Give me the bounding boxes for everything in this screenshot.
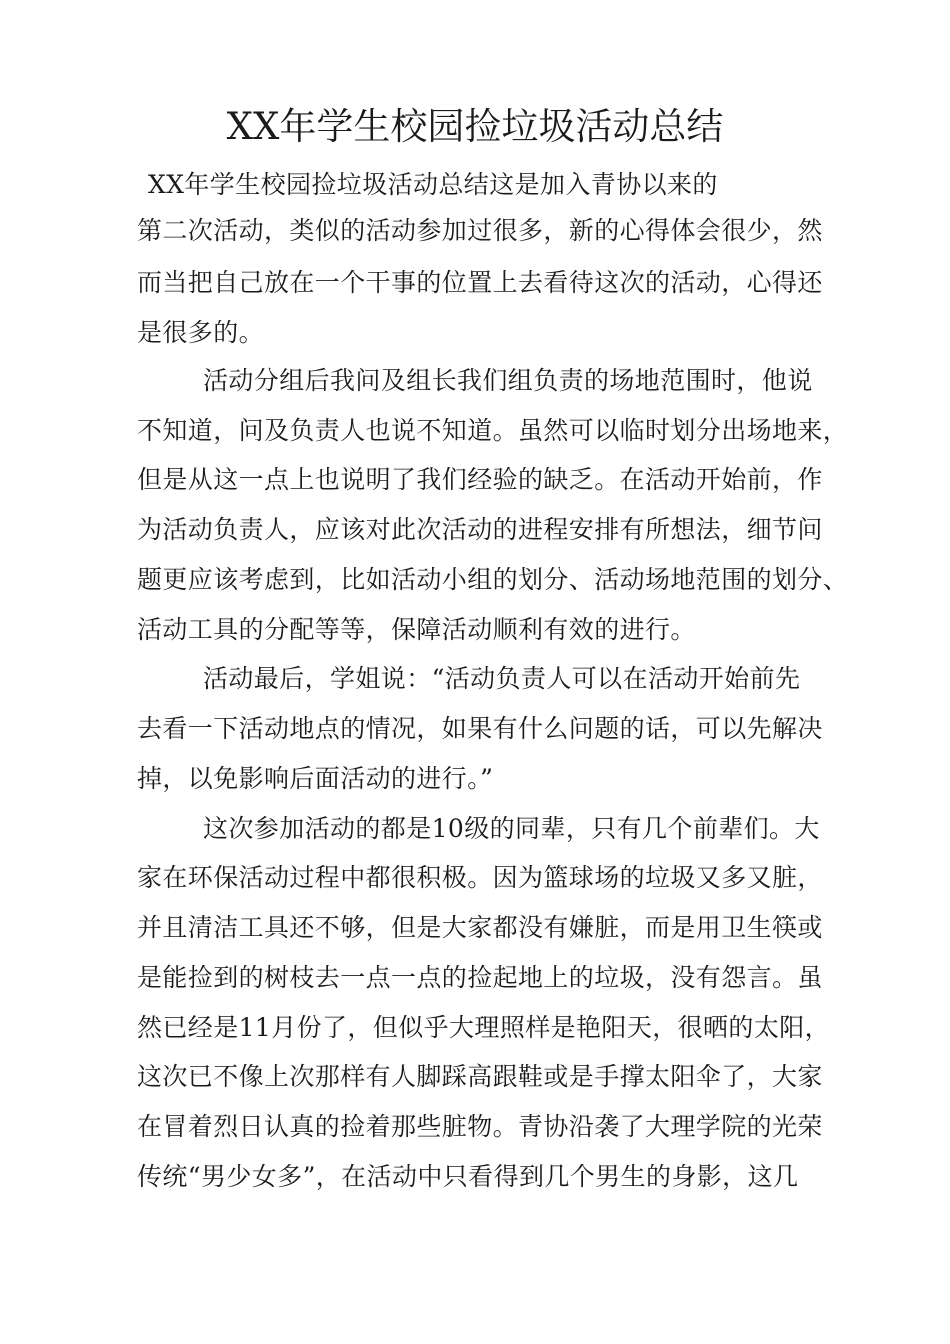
text-line: 是能捡到的树枝去一点一点的捡起地上的垃圾，没有怨言。虽 (137, 963, 823, 992)
text-line: 是很多的。 (137, 318, 265, 347)
text-line: 掉，以免影响后面活动的进行。” (137, 764, 494, 793)
text-line: 活动最后，学姐说：“活动负责人可以在活动开始前先 (203, 664, 801, 693)
text-line: 在冒着烈日认真的捡着那些脏物。青协沿袭了大理学院的光荣 (137, 1112, 823, 1141)
text-line: 不知道，问及负责人也说不知道。虽然可以临时划分出场地来， (137, 416, 849, 445)
text-line: 题更应该考虑到，比如活动小组的划分、活动场地范围的划分、 (137, 565, 849, 594)
text-line: 而当把自己放在一个干事的位置上去看待这次的活动，心得还 (137, 268, 823, 297)
text-line: 第二次活动，类似的活动参加过很多，新的心得体会很少，然 (137, 216, 823, 245)
text-line: 去看一下活动地点的情况，如果有什么问题的话，可以先解决 (137, 714, 823, 743)
text-line: 并且清洁工具还不够，但是大家都没有嫌脏，而是用卫生筷或 (137, 913, 823, 942)
text-line: 这次已不像上次那样有人脚踩高跟鞋或是手撑太阳伞了，大家 (137, 1062, 823, 1091)
document-title: XX年学生校园捡垃圾活动总结 (226, 105, 724, 148)
text-line: 然已经是11月份了，但似乎大理照样是艳阳天，很晒的太阳， (137, 1013, 831, 1042)
text-line: 活动分组后我问及组长我们组负责的场地范围时，他说 (203, 366, 813, 395)
text-line: 传统“男少女多”，在活动中只看得到几个男生的身影，这几 (137, 1162, 799, 1191)
text-line: 但是从这一点上也说明了我们经验的缺乏。在活动开始前，作 (137, 465, 823, 494)
text-line: 家在环保活动过程中都很积极。因为篮球场的垃圾又多又脏， (137, 863, 823, 892)
text-line: 为活动负责人，应该对此次活动的进程安排有所想法，细节问 (137, 515, 823, 544)
text-line: 这次参加活动的都是10级的同辈，只有几个前辈们。大 (203, 814, 820, 843)
text-line: 活动工具的分配等等，保障活动顺利有效的进行。 (137, 615, 696, 644)
text-line: XX年学生校园捡垃圾活动总结这是加入青协以来的 (148, 170, 718, 199)
